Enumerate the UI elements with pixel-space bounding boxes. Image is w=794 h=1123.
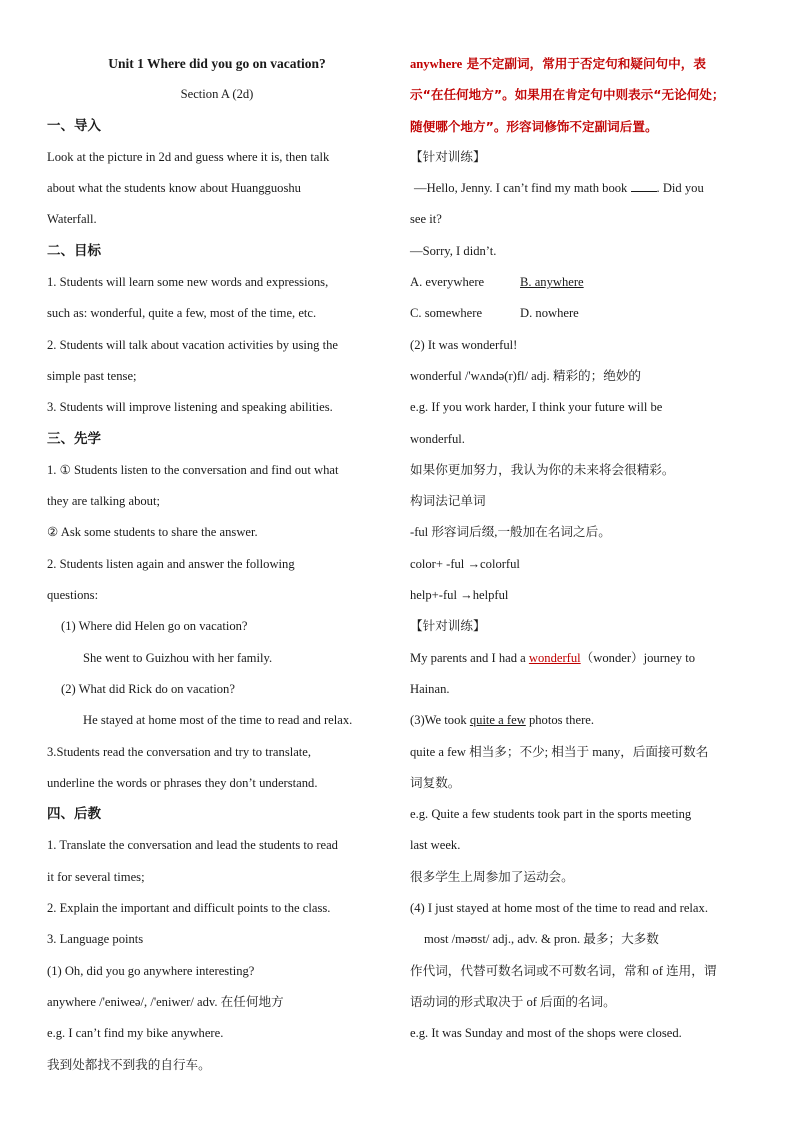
note-text: 是不定副词，常用于否定句和疑问句中，表 [462, 56, 706, 71]
prelearn-line: underline the words or phrases they don’t understand. [47, 775, 318, 790]
section-heading-prelearn: 三、先学 [47, 430, 101, 447]
example-line: last week. [410, 838, 461, 853]
teaching-line: e.g. I can’t find my bike anywhere. [47, 1026, 224, 1041]
key-phrase: quite a few [469, 713, 526, 728]
teaching-line: anywhere /'eniweə/, /'eniwer/ adv. 在任何地方 [47, 994, 284, 1009]
exercise-line [410, 173, 756, 204]
goal-line: 1. Students will learn some new words and expressions, [47, 275, 329, 290]
section-heading-goals: 二、目标 [47, 242, 101, 259]
goal-line: such as: wonderful, quite a few, most of the time, etc. [47, 306, 317, 321]
teaching-line: it for several times; [47, 869, 145, 884]
example-line: wonderful. [410, 431, 465, 446]
suffix-note: -ful 形容词后缀,一般加在名词之后。 [410, 525, 611, 540]
prelearn-line: 3.Students read the conversation and try to translate, [47, 744, 312, 759]
practice-heading: 【针对训练】 [410, 149, 486, 164]
point-text: photos there. [525, 713, 594, 728]
point-heading: (4) I just stayed at home most of the time to read and relax. [410, 901, 708, 916]
definition-line: quite a few 相当多；不少; 相当于 many，后面接可数名 [410, 744, 709, 759]
definition-line: 词复数。 [410, 775, 461, 790]
translation-line: 很多学生上周参加了运动会。 [410, 869, 574, 884]
answer-blank [631, 180, 657, 192]
question-1: (1) Where did Helen go on vacation? [61, 619, 248, 634]
intro-line: about what the students know about Huangguoshu [47, 181, 301, 196]
prelearn-line: questions: [47, 588, 99, 603]
exercise-text: （wonder）journey to [580, 650, 696, 665]
intro-line: Look at the picture in 2d and guess where it is, then talk [47, 149, 330, 164]
exercise-line [410, 643, 756, 674]
usage-note: 语动词的形式取决于 of 后面的名词。 [410, 994, 616, 1009]
answer-2: He stayed at home most of the time to read and relax. [83, 713, 353, 728]
goal-line: 3. Students will improve listening and speaking abilities. [47, 400, 333, 415]
example-line: e.g. If you work harder, I think your future will be [410, 400, 663, 415]
teaching-line: 我到处都找不到我的自行车。 [47, 1057, 211, 1072]
translation-line: 如果你更加努力，我认为你的未来将会很精彩。 [410, 462, 675, 477]
option-b-answer: B. anywhere [520, 275, 584, 290]
exercise-line: —Sorry, I didn’t. [410, 243, 497, 258]
exercise-line: Hainan. [410, 681, 450, 696]
filled-answer: wonderful [528, 650, 581, 665]
options-row [410, 267, 756, 298]
prelearn-line: 1. ① Students listen to the conversation and find out what [47, 462, 339, 477]
exercise-text: —Hello, Jenny. I can’t find my math book [414, 181, 631, 196]
question-2: (2) What did Rick do on vacation? [61, 681, 235, 696]
definition-line: most /məʊst/ adj., adv. & pron. 最多；大多数 [424, 932, 659, 947]
goal-line: simple past tense; [47, 368, 137, 383]
goal-line: 2. Students will talk about vacation activities by using the [47, 337, 339, 352]
point-heading [410, 705, 756, 736]
anywhere-note-line: 示“在任何地方”。如果用在肯定句中则表示“无论何处； [410, 87, 725, 103]
right-column [410, 48, 756, 1050]
option-c: C. somewhere [410, 306, 483, 321]
point-heading: (2) It was wonderful! [410, 337, 518, 352]
definition-line: wonderful /'wʌndə(r)fl/ adj. 精彩的；绝妙的 [410, 368, 642, 383]
teaching-line: 1. Translate the conversation and lead the students to read [47, 838, 338, 853]
exercise-line: see it? [410, 212, 442, 227]
answer-1: She went to Guizhou with her family. [83, 650, 273, 665]
practice-heading: 【针对训练】 [410, 619, 486, 634]
note-keyword: anywhere [410, 57, 463, 71]
example-line: e.g. It was Sunday and most of the shops were closed. [410, 1026, 682, 1041]
method-label: 构词法记单词 [410, 494, 486, 509]
word-formation-example: help+-ful →helpful [410, 588, 509, 603]
prelearn-line: they are talking about; [47, 494, 160, 509]
lesson-subtitle: Section A (2d) [180, 87, 254, 102]
option-a: A. everywhere [410, 275, 485, 290]
usage-note: 作代词，代替可数名词或不可数名词，常和 of 连用，谓 [410, 963, 717, 978]
anywhere-note-line: 随便哪个地方”。形容词修饰不定副词后置。 [410, 118, 658, 134]
left-column [47, 48, 387, 1081]
prelearn-line: ② Ask some students to share the answer. [47, 525, 258, 540]
teaching-line: (1) Oh, did you go anywhere interesting? [47, 963, 255, 978]
point-text: (3)We took [410, 713, 470, 728]
word-formation-example: color+ -ful →colorful [410, 556, 520, 571]
teaching-line: 3. Language points [47, 932, 144, 947]
anywhere-note-line [410, 48, 756, 79]
prelearn-line: 2. Students listen again and answer the following [47, 556, 295, 571]
exercise-text: My parents and I had a [410, 650, 529, 665]
exercise-text: . Did you [656, 181, 704, 196]
section-heading-intro: 一、导入 [47, 117, 101, 134]
intro-line: Waterfall. [47, 212, 97, 227]
section-heading-teaching: 四、后教 [47, 806, 101, 823]
option-d: D. nowhere [520, 306, 579, 321]
options-row [410, 298, 756, 329]
teaching-line: 2. Explain the important and difficult points to the class. [47, 901, 331, 916]
lesson-title: Unit 1 Where did you go on vacation? [108, 56, 326, 71]
example-line: e.g. Quite a few students took part in the sports meeting [410, 807, 692, 822]
